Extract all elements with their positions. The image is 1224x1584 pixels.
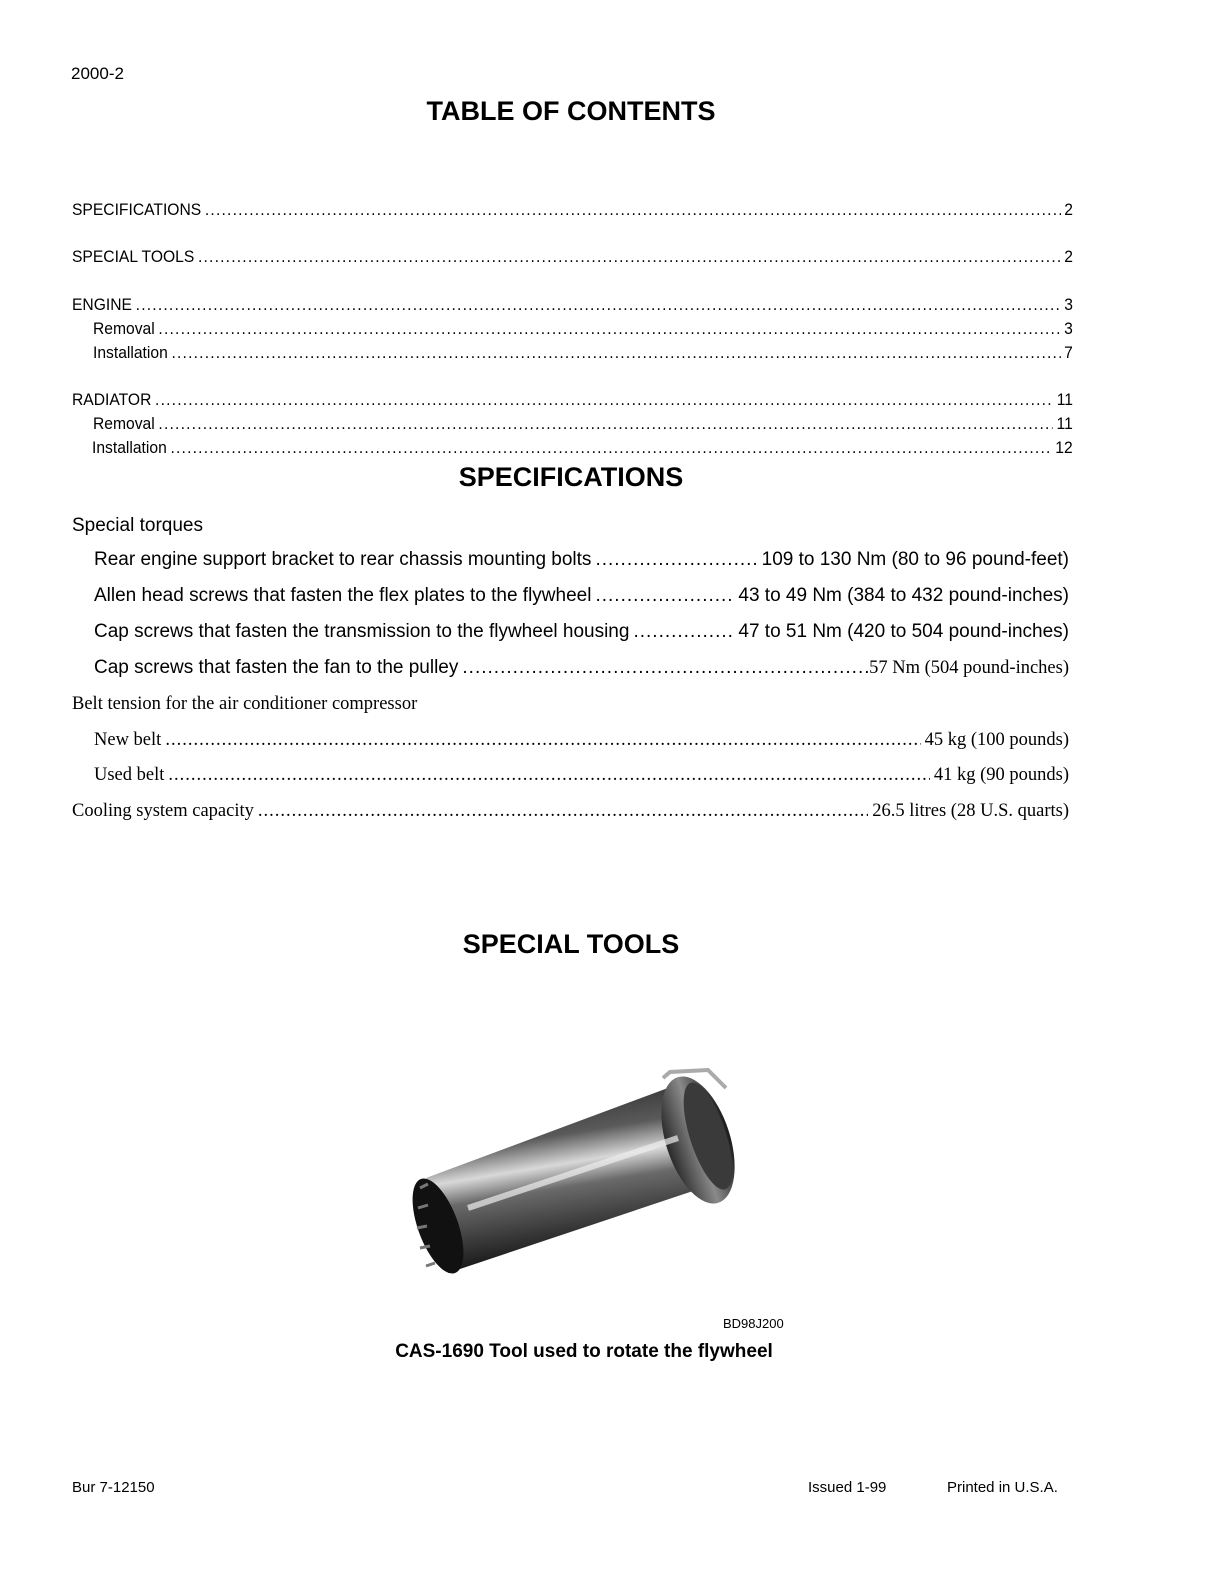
leader-dots xyxy=(158,319,1060,339)
toc-entry-label: Installation xyxy=(93,343,168,362)
toc-subentry xyxy=(92,438,1073,458)
spec-label: Rear engine support bracket to rear chassis mounting bolts xyxy=(94,549,592,570)
toc-title: TABLE OF CONTENTS xyxy=(426,96,716,126)
figure-caption: CAS-1690 Tool used to rotate the flywheel xyxy=(395,1341,773,1362)
toc-entry-label: ENGINE xyxy=(72,295,132,314)
spec-row xyxy=(94,549,1069,571)
spec-label: New belt xyxy=(94,730,162,750)
leader-dots xyxy=(136,295,1061,315)
leader-dots xyxy=(595,549,757,571)
toc-entry-page: 2 xyxy=(1064,200,1073,219)
leader-dots xyxy=(198,247,1061,267)
toc-entry xyxy=(72,247,1073,267)
toc-entry-page: 11 xyxy=(1056,390,1073,409)
spec-row xyxy=(94,657,1069,679)
toc-entry-label: SPECIAL TOOLS xyxy=(72,247,195,266)
spec-row xyxy=(94,585,1069,607)
spec-value: 26.5 litres (28 U.S. quarts) xyxy=(872,801,1069,821)
spec-value: 43 to 49 Nm (384 to 432 pound-inches) xyxy=(738,585,1069,606)
document-number: Bur 7-12150 xyxy=(72,1479,155,1496)
leader-dots xyxy=(158,414,1052,434)
special-torques-heading: Special torques xyxy=(72,515,203,536)
leader-dots xyxy=(165,730,920,751)
leader-dots xyxy=(462,657,869,679)
spec-row xyxy=(94,730,1069,751)
leader-dots xyxy=(258,801,868,822)
spec-row xyxy=(72,801,1069,822)
toc-entry xyxy=(72,295,1073,315)
spec-label: Allen head screws that fasten the flex plates to the flywheel xyxy=(94,585,592,606)
toc-entry-label: Installation xyxy=(92,438,167,457)
toc-entry-label: Removal xyxy=(93,414,155,433)
leader-dots xyxy=(168,765,929,786)
belt-tension-heading: Belt tension for the air conditioner compressor xyxy=(72,694,418,714)
toc-subentry xyxy=(93,319,1073,339)
spec-label: Cap screws that fasten the fan to the pulley xyxy=(94,657,459,678)
spec-value: 109 to 130 Nm (80 to 96 pound-feet) xyxy=(761,549,1069,570)
leader-dots xyxy=(170,438,1051,458)
leader-dots xyxy=(155,390,1053,410)
printed-in: Printed in U.S.A. xyxy=(947,1479,1058,1496)
toc-entry-page: 3 xyxy=(1064,319,1073,338)
issued-date: Issued 1-99 xyxy=(808,1479,887,1496)
spec-row xyxy=(94,621,1069,643)
spec-value: 57 Nm (504 pound-inches) xyxy=(869,658,1069,678)
toc-subentry xyxy=(93,343,1073,363)
toc-entry-page: 12 xyxy=(1055,438,1073,457)
leader-dots xyxy=(633,621,734,643)
leader-dots xyxy=(171,343,1060,363)
toc-entry-page: 7 xyxy=(1064,343,1073,362)
toc-entry-label: Removal xyxy=(93,319,155,338)
page-number: 2000-2 xyxy=(71,64,124,83)
spec-value: 45 kg (100 pounds) xyxy=(924,730,1069,750)
leader-dots xyxy=(205,200,1061,220)
toc-subentry xyxy=(93,414,1073,434)
spec-value: 41 kg (90 pounds) xyxy=(933,765,1069,785)
spec-value: 47 to 51 Nm (420 to 504 pound-inches) xyxy=(738,621,1069,642)
leader-dots xyxy=(595,585,734,607)
spec-label: Used belt xyxy=(94,765,165,785)
toc-entry xyxy=(72,390,1073,410)
toc-entry-label: SPECIFICATIONS xyxy=(72,200,202,219)
special-tools-title: SPECIAL TOOLS xyxy=(462,929,680,959)
spec-row xyxy=(94,765,1069,786)
flywheel-tool-photo xyxy=(408,1068,748,1288)
toc-entry-label: RADIATOR xyxy=(72,390,152,409)
toc-entry xyxy=(72,200,1073,220)
figure-code: BD98J200 xyxy=(723,1316,784,1331)
toc-entry-page: 2 xyxy=(1064,247,1073,266)
toc-entry-page: 3 xyxy=(1064,295,1073,314)
specifications-title: SPECIFICATIONS xyxy=(458,462,684,492)
spec-label: Cap screws that fasten the transmission to the flywheel housing xyxy=(94,621,630,642)
spec-label: Cooling system capacity xyxy=(72,801,254,821)
toc-entry-page: 11 xyxy=(1056,414,1073,433)
